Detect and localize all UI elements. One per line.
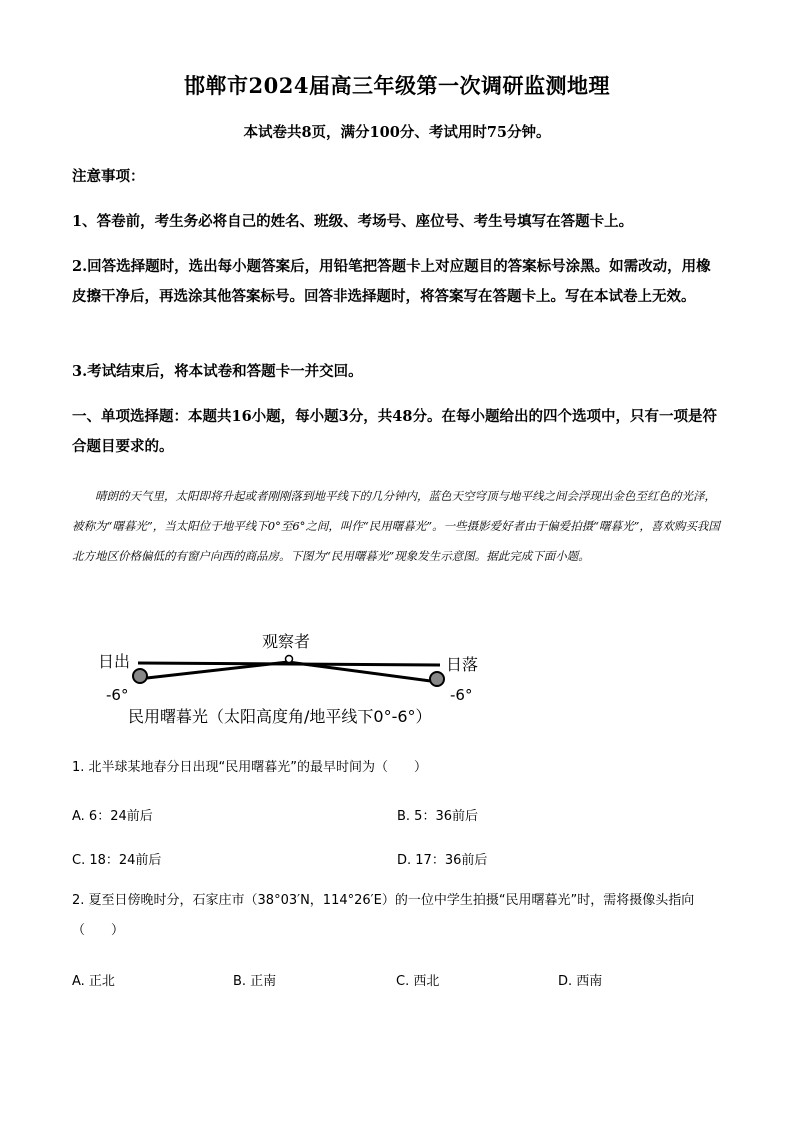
question-2-option-c[interactable]: C. 西北 [396, 974, 440, 989]
question-2-option-b[interactable]: B. 正南 [233, 974, 277, 989]
exam-subtitle: 本试卷共8页，满分100分、考试用时75分钟。 [243, 124, 551, 141]
twilight-diagram [90, 625, 510, 730]
sunset-label: 日落 [446, 655, 479, 674]
right-angle-label: -6° [450, 686, 473, 704]
notice-item-1: 1、答卷前，考生务必将自己的姓名、班级、考场号、座位号、考生号填写在答题卡上。 [72, 213, 634, 230]
notice-item-3: 3.考试结束后，将本试卷和答题卡一并交回。 [72, 363, 363, 380]
question-1-stem: 1. 北半球某地春分日出现“民用曙暮光”的最早时间为（ ） [72, 760, 428, 775]
question-1-option-c[interactable]: C. 18：24前后 [72, 853, 162, 868]
question-2-option-a[interactable]: A. 正北 [72, 974, 115, 989]
section-heading: 一、单项选择题：本题共16小题，每小题3分，共48分。在每小题给出的四个选项中，只有一项是符合题目要求的。 [72, 408, 717, 455]
question-1-option-b[interactable]: B. 5：36前后 [397, 809, 478, 824]
exam-title: 邯郸市2024届高三年级第一次调研监测地理 [184, 73, 610, 98]
sunrise-label: 日出 [98, 652, 131, 671]
figure-caption: 民用曙暮光（太阳高度角/地平线下0°-6°） [128, 707, 432, 726]
notice-heading: 注意事项： [72, 168, 145, 185]
observer-label: 观察者 [262, 632, 311, 651]
observer-point-icon [286, 656, 293, 663]
sun-left-icon [133, 669, 147, 683]
question-2-option-d[interactable]: D. 西南 [558, 974, 603, 989]
sun-right-icon [430, 672, 444, 686]
question-1-option-d[interactable]: D. 17：36前后 [397, 853, 488, 868]
notice-item-2: 2.回答选择题时，选出每小题答案后，用铅笔把答题卡上对应题目的答案标号涂黑。如需改动，用橡皮擦干净后，再选涂其他答案标号。回答非选择题时，将答案写在答题卡上。写在本试卷上无效。 [72, 258, 711, 305]
left-angle-label: -6° [106, 686, 129, 704]
reading-passage: 晴朗的天气里，太阳即将升起或者刚刚落到地平线下的几分钟内，蓝色天空穹顶与地平线之间会浮现出金色至红色的光泽，被称为“曙暮光”，当太阳位于地平线下0°至6°之间，叫作“民用曙暮光”。一些摄影爱好者由于偏爱拍摄“曙暮光”，喜欢购买我国北方地区价格偏低的有窗户向西的商品房。下图为“民用曙暮光”现象发生示意图。据此完成下面小题。 [72, 489, 720, 563]
question-1-option-a[interactable]: A. 6：24前后 [72, 809, 153, 824]
question-2-stem: 2. 夏至日傍晚时分，石家庄市（38°03′N，114°26′E）的一位中学生拍摄“民用曙暮光”时，需将摄像头指向（ ） [72, 893, 695, 938]
